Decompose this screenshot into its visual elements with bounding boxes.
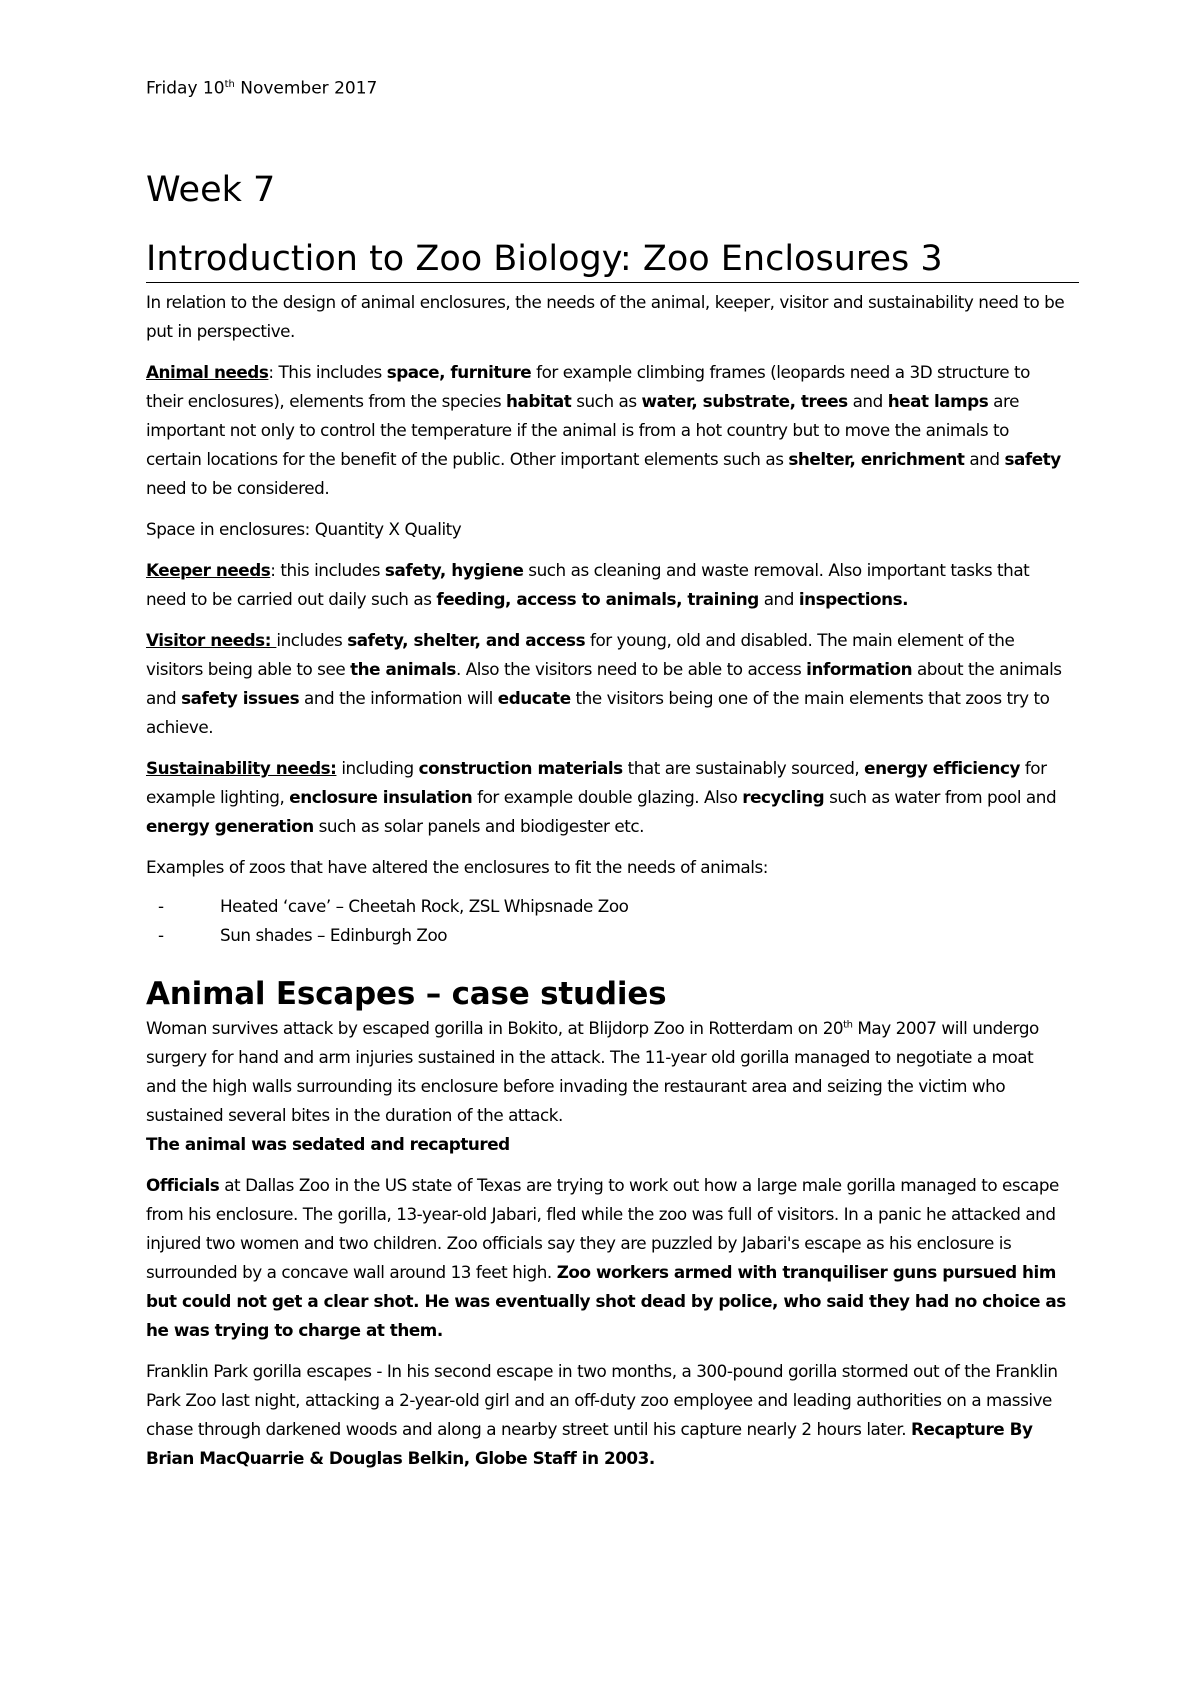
date-line: Friday 10th November 2017 [146, 78, 378, 99]
case-study-dallas: Officials at Dallas Zoo in the US state of Texas are trying to work out how a large male gorilla managed to escape from his enclosure. The gorilla, 13-year-old Jabari, fled while the zoo was full of visitors. In a panic he attacked and injured two women and two children. Zoo officials say they are puzzled by Jabari's escape as his enclosure is surrounded by a concave wall around 13 feet high. Zoo workers armed with tranquiliser guns pursued him but could not get a clear shot. He was eventually shot dead by police, who said they had no choice as he was trying to charge at them. [146, 1175, 1066, 1340]
animal-needs-paragraph: Animal needs: This includes space, furniture for example climbing frames (leopards need a 3D structure to their enclosures), elements from the species habitat such as water, substrate, trees and heat lamps are important not only to control the temperature if the animal is from a hot country but to move the animals to certain locations for the benefit of the public. Other important elements such as shelter, enrichment and safety need to be considered. [146, 362, 1061, 498]
examples-intro: Examples of zoos that have altered the enclosures to fit the needs of animals: [146, 857, 768, 877]
body-text [146, 288, 1066, 1485]
case-study-franklin: Franklin Park gorilla escapes - In his second escape in two months, a 300-pound gorilla stormed out of the Franklin Park Zoo last night, attacking a 2-year-old girl and an off-duty zoo employee and leading authorities on a massive chase through darkened woods and along a nearby street until his capture nearly 2 hours later. Recapture By Brian MacQuarrie & Douglas Belkin, Globe Staff in 2003. [146, 1361, 1058, 1468]
visitor-needs-paragraph: Visitor needs: includes safety, shelter, and access for young, old and disabled. The main element of the visitors being able to see the animals. Also the visitors need to be able to access information about the animals and safety issues and the information will educate the visitors being one of the main elements that zoos try to achieve. [146, 630, 1062, 737]
case-study-bokito: Woman survives attack by escaped gorilla in Bokito, at Blijdorp Zoo in Rotterdam on 20th May 2007 will undergo surgery for hand and arm injuries sustained in the attack. The 11-year old gorilla managed to negotiate a moat and the high walls surrounding its enclosure before invading the restaurant area and seizing the victim who sustained several bites in the duration of the attack. The animal was sedated and recaptured [146, 1018, 1039, 1154]
sustainability-needs-paragraph: Sustainability needs: including construction materials that are sustainably sourced, energy efficiency for example lighting, enclosure insulation for example double glazing. Also recycling such as water from pool and energy generation such as solar panels and biodigester etc. [146, 758, 1057, 836]
intro-paragraph: In relation to the design of animal enclosures, the needs of the animal, keeper, visitor and sustainability need to be put in perspective. [146, 292, 1065, 341]
section-heading: Animal Escapes – case studies [146, 976, 667, 1012]
keeper-needs-paragraph: Keeper needs: this includes safety, hygiene such as cleaning and waste removal. Also important tasks that need to be carried out daily such as feeding, access to animals, training and inspections. [146, 560, 1030, 609]
week-heading: Week 7 [146, 170, 276, 210]
page-title: Introduction to Zoo Biology: Zoo Enclosures 3 [146, 237, 1079, 283]
list-item: - Heated ‘cave’ – Cheetah Rock, ZSL Whipsnade Zoo [158, 896, 629, 916]
space-line: Space in enclosures: Quantity X Quality [146, 519, 462, 539]
list-item: - Sun shades – Edinburgh Zoo [158, 925, 448, 945]
examples-list [146, 892, 1066, 950]
